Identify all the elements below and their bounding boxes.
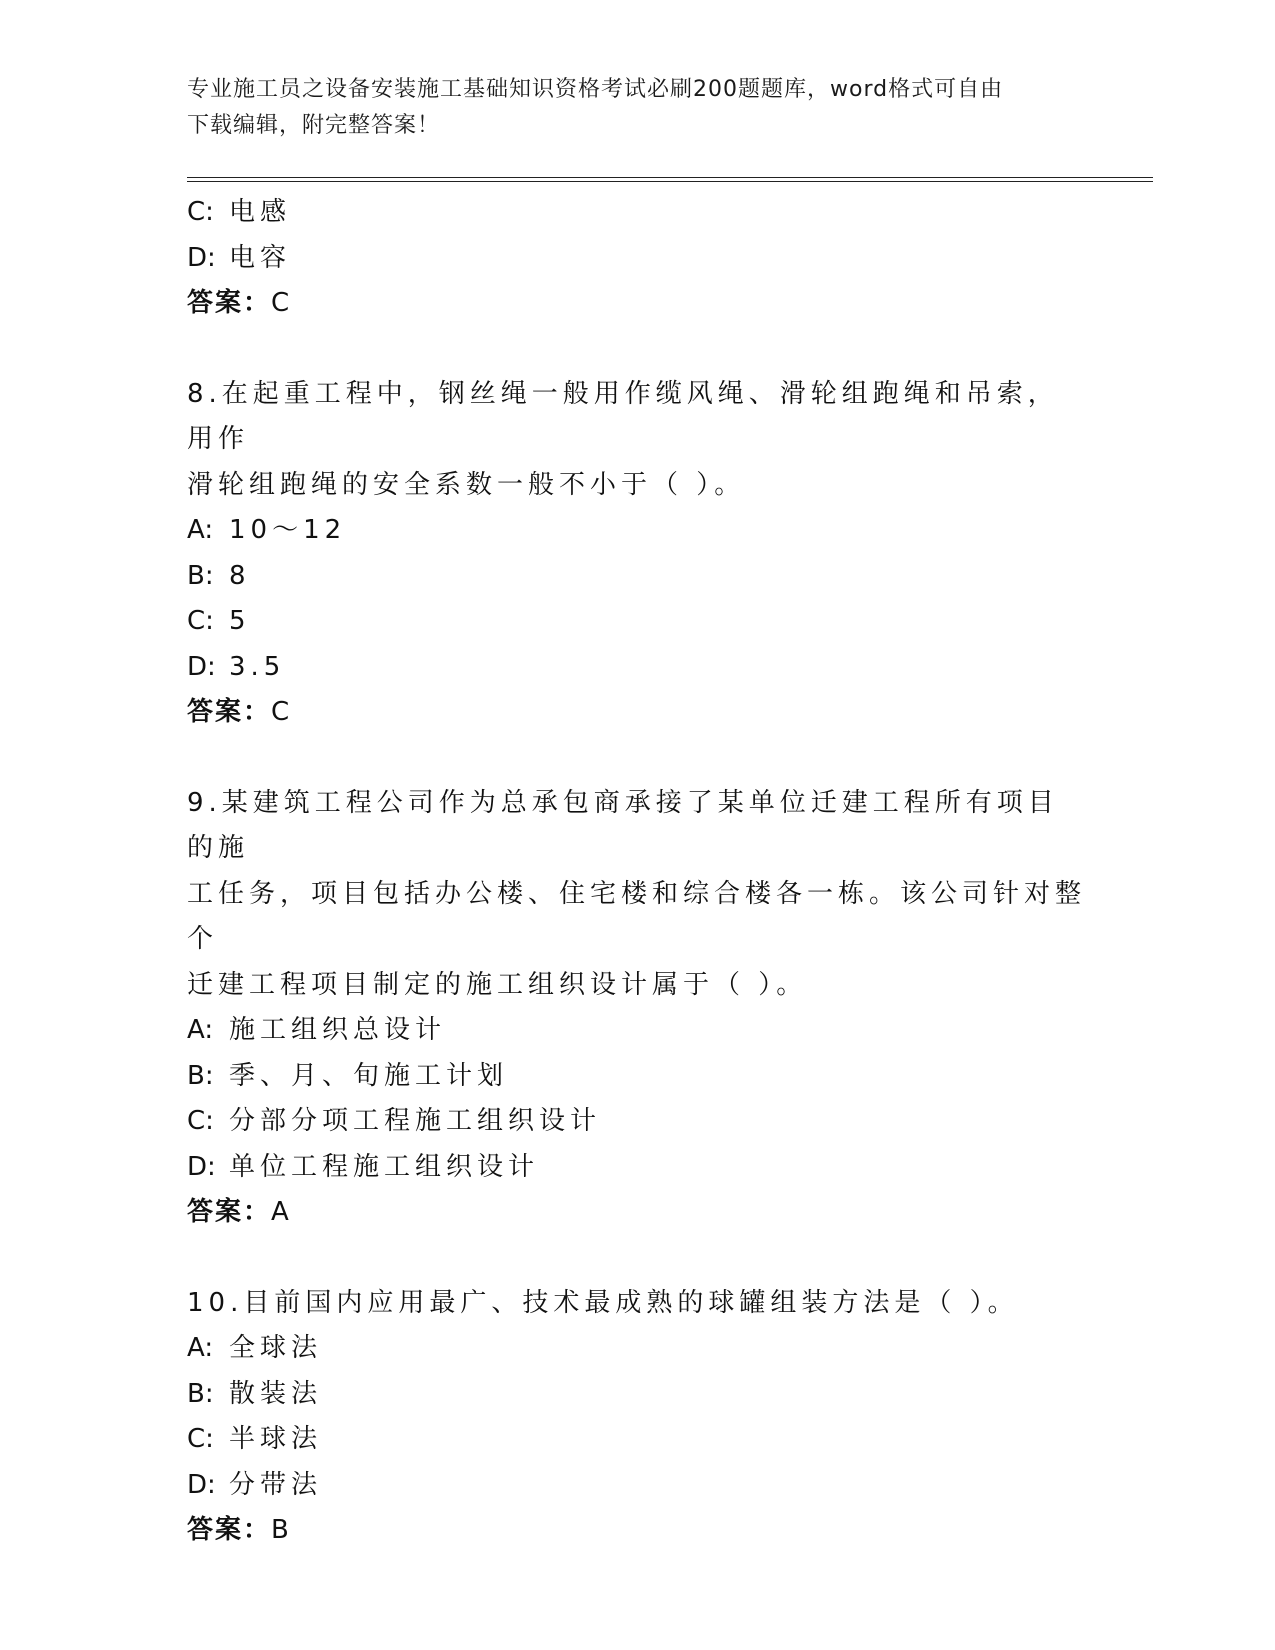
option-text: 分带法 (229, 1469, 323, 1500)
option-text: 10～12 (229, 515, 347, 545)
option-label: B: (187, 1378, 214, 1409)
question-stem-line: 10.目前国内应用最广、技术最成熟的球罐组装方法是（ ）。 (187, 1287, 1019, 1318)
option-a (187, 508, 1087, 554)
option-label: B: (187, 1060, 214, 1091)
question-stem-line: 工任务，项目包括办公楼、住宅楼和综合楼各一栋。该公司针对整个 (187, 878, 1087, 954)
option-d (187, 236, 1087, 282)
answer-label: 答案： (187, 697, 272, 727)
option-text: 5 (229, 606, 251, 636)
option-label: A: (187, 1333, 214, 1363)
answer-label: 答案： (187, 1197, 272, 1227)
header-line-2: 下载编辑，附完整答案！ (187, 113, 441, 138)
option-label: C: (187, 197, 214, 227)
answer-value: B (271, 1515, 290, 1545)
question-list (187, 190, 1087, 1554)
option-d (187, 645, 1087, 691)
header-line-1: 专业施工员之设备安装施工基础知识资格考试必刷200题题库，word格式可自由 (187, 77, 1004, 102)
answer-label: 答案： (187, 1515, 272, 1545)
option-label: B: (187, 560, 214, 591)
option-b (187, 554, 1087, 600)
question-stem-line: 滑轮组跑绳的安全系数一般不小于（ ）。 (187, 469, 746, 500)
option-d (187, 1145, 1087, 1191)
answer-value: C (271, 288, 291, 318)
answer-label: 答案： (187, 288, 272, 318)
continued-question (187, 190, 1087, 327)
option-text: 分部分项工程施工组织设计 (229, 1106, 602, 1136)
option-text: 全球法 (229, 1333, 323, 1363)
option-text: 电感 (229, 197, 292, 227)
option-label: C: (187, 1424, 214, 1454)
option-label: D: (187, 1151, 216, 1182)
answer-line (187, 281, 1087, 327)
answer-line (187, 1190, 1087, 1236)
answer-value: A (271, 1197, 290, 1227)
answer-value: C (271, 697, 291, 727)
option-label: A: (187, 515, 214, 545)
option-text: 散装法 (229, 1378, 323, 1409)
option-c (187, 1099, 1087, 1145)
option-c (187, 190, 1087, 236)
option-b (187, 1372, 1087, 1418)
header-divider (187, 177, 1153, 182)
option-text: 施工组织总设计 (229, 1015, 447, 1045)
option-text: 季、月、旬施工计划 (229, 1060, 509, 1091)
question-8 (187, 372, 1087, 736)
question-stem-line: 迁建工程项目制定的施工组织设计属于（ ）。 (187, 969, 808, 1000)
question-stem-line: 9.某建筑工程公司作为总承包商承接了某单位迁建工程所有项目的施 (187, 787, 1059, 863)
option-label: D: (187, 651, 216, 682)
option-label: C: (187, 1106, 214, 1136)
option-text: 半球法 (229, 1424, 323, 1454)
option-label: D: (187, 1469, 216, 1500)
question-9 (187, 781, 1087, 1236)
option-text: 单位工程施工组织设计 (229, 1151, 540, 1182)
answer-line (187, 1508, 1087, 1554)
option-c (187, 599, 1087, 645)
question-10 (187, 1281, 1087, 1554)
page-header (187, 72, 1087, 144)
option-text: 3.5 (229, 651, 286, 682)
option-c (187, 1417, 1087, 1463)
option-d (187, 1463, 1087, 1509)
option-label: D: (187, 242, 216, 273)
option-label: A: (187, 1015, 214, 1045)
option-text: 电容 (229, 242, 292, 273)
question-stem-line: 8.在起重工程中，钢丝绳一般用作缆风绳、滑轮组跑绳和吊索，用作 (187, 378, 1059, 454)
answer-line (187, 690, 1087, 736)
option-a (187, 1326, 1087, 1372)
option-a (187, 1008, 1087, 1054)
option-text: 8 (229, 560, 251, 591)
option-b (187, 1054, 1087, 1100)
option-label: C: (187, 606, 214, 636)
